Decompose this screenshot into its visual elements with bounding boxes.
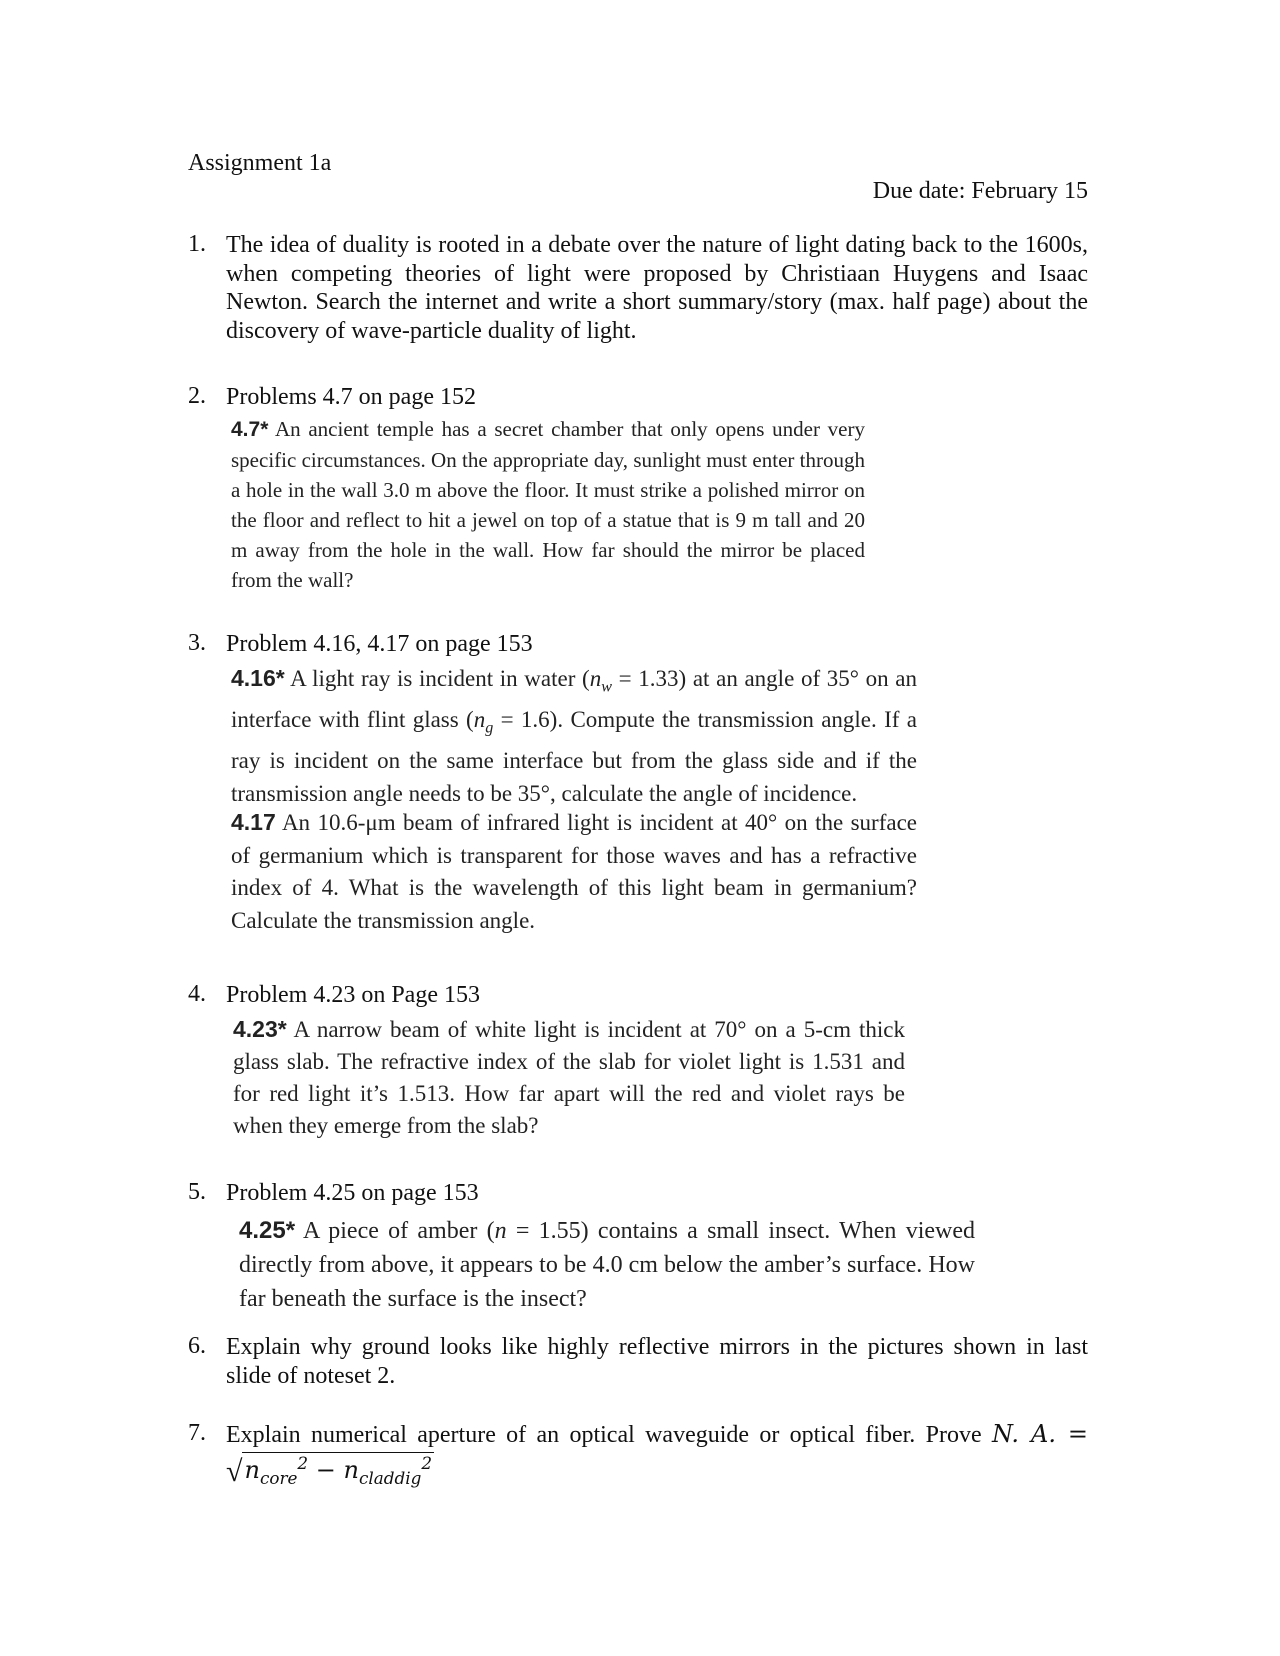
- radicand: $n_{core}^2 - n_{claddig}^2$: [244, 1453, 433, 1488]
- problem-label: 4.23*: [233, 1016, 287, 1042]
- n-glass-symbol: $n_g$: [473, 707, 494, 737]
- assignment-title: Assignment 1a: [188, 150, 332, 176]
- q6-number: 6.: [188, 1333, 206, 1359]
- q5-heading: Problem 4.25 on page 153: [226, 1180, 479, 1206]
- problem-4-16: [231, 662, 917, 810]
- q7-text: [226, 1420, 1088, 1450]
- problem-4-17: [231, 806, 917, 937]
- problem-text-part2: = 1.55) contains a small insect. When viewed directly from above, it appears to be 4.0 cm below the amber’s surface. How far beneath the surface is the insect?: [239, 1218, 975, 1312]
- q3-number: 3.: [188, 630, 206, 656]
- problem-4-25: [239, 1214, 975, 1316]
- q7-prompt: Explain numerical aperture of an optical waveguide or optical fiber. Prove: [226, 1422, 992, 1448]
- problem-text: An ancient temple has a secret chamber that only opens under very specific circumstances. On the appropriate day, sunlight must enter through a hole in the wall 3.0 m above the floor. It must strike a polished mirror on the floor and reflect to hit a jewel on top of a statue that is 9 m tall and 20 m away from the hole in the wall. How far should the mirror be placed from the wall?: [231, 417, 865, 592]
- na-lhs: N. A. =: [991, 1420, 1089, 1448]
- problem-label: 4.17: [231, 809, 276, 835]
- problem-text-part2: = 1.33) at an angle of 35° on an interface with flint glass (: [231, 666, 918, 733]
- problem-text-part3: = 1.6). Compute the transmission angle. If a ray is incident on the same interface but from the glass side and if the transmission angle needs to be 35°, calculate the angle of incidence.: [231, 707, 917, 806]
- problem-label: 4.7*: [231, 418, 269, 441]
- q7-number: 7.: [188, 1420, 206, 1446]
- problem-text-part1: A light ray is incident in water (: [290, 666, 590, 691]
- q4-number: 4.: [188, 981, 206, 1007]
- q1-text: The idea of duality is rooted in a debate over the nature of light dating back to the 1600s, when competing theories of light were proposed by Christiaan Huygens and Isaac Newton. Search the internet and write a short summary/story (max. half page) about the discovery of wave-particle duality of light.: [226, 232, 1088, 344]
- problem-label: 4.16*: [231, 665, 285, 691]
- q5-number: 5.: [188, 1179, 206, 1205]
- sqrt-expression: [226, 1452, 434, 1489]
- problem-4-23: [233, 1013, 905, 1142]
- q2-number: 2.: [188, 383, 206, 409]
- q3-heading: Problem 4.16, 4.17 on page 153: [226, 631, 533, 657]
- sqrt-symbol: √: [226, 1455, 243, 1488]
- q1-number: 1.: [188, 231, 206, 257]
- problem-text: A narrow beam of white light is incident at 70° on a 5-cm thick glass slab. The refractive index of the slab for violet light is 1.531 and for red light it’s 1.513. How far apart will the red and violet rays be when they emerge from the slab?: [233, 1017, 905, 1138]
- q6-text: Explain why ground looks like highly reflective mirrors in the pictures shown in last slide of noteset 2.: [226, 1334, 1088, 1389]
- problem-4-7: [231, 414, 865, 595]
- q4-heading: Problem 4.23 on Page 153: [226, 982, 480, 1008]
- q2-heading: Problems 4.7 on page 152: [226, 384, 476, 410]
- n-water-symbol: $n_w$: [589, 666, 612, 696]
- problem-text-part1: A piece of amber (: [303, 1218, 495, 1244]
- na-formula: [226, 1452, 434, 1489]
- problem-label: 4.25*: [239, 1217, 296, 1244]
- due-date: Due date: February 15: [872, 178, 1088, 204]
- problem-text: An 10.6-μm beam of infrared light is incident at 40° on the surface of germanium which is transparent for those waves and has a refractive index of 4. What is the wavelength of this light beam in germanium? Calculate the transmission angle.: [231, 810, 917, 933]
- n-amber-symbol: n: [494, 1218, 507, 1244]
